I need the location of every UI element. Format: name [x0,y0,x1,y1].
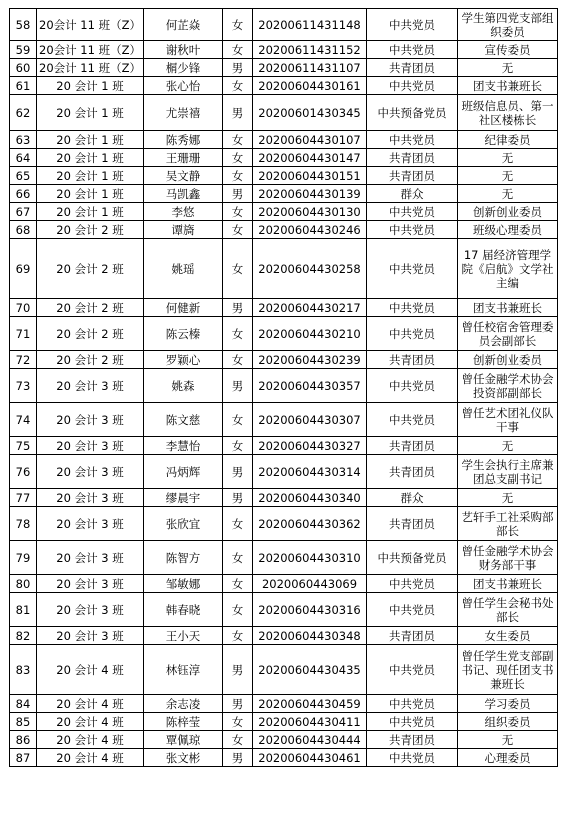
student-id: 20200604430130 [253,203,367,221]
student-id: 20200604430210 [253,317,367,351]
student-id: 20200604430107 [253,131,367,149]
role-cell: 创新创业委员 [458,203,558,221]
student-id: 20200611431148 [253,9,367,41]
student-name: 罗颖心 [144,351,223,369]
row-number: 67 [10,203,37,221]
row-number: 75 [10,437,37,455]
role-cell: 学生第四党支部组织委员 [458,9,558,41]
row-number: 79 [10,541,37,575]
row-number: 60 [10,59,37,77]
student-name: 缪晨宇 [144,489,223,507]
class-cell: 20 会计 2 班 [37,221,144,239]
class-cell: 20会计 11 班（Z） [37,41,144,59]
role-cell: 艺轩手工社采购部部长 [458,507,558,541]
student-name: 谢秋叶 [144,41,223,59]
role-cell: 团支书兼班长 [458,299,558,317]
student-id: 20200604430161 [253,77,367,95]
student-id: 20200601430345 [253,95,367,131]
political-status: 中共党员 [367,77,458,95]
gender-cell: 女 [223,131,253,149]
class-cell: 20 会计 1 班 [37,149,144,167]
row-number: 85 [10,713,37,731]
row-number: 70 [10,299,37,317]
role-cell: 无 [458,489,558,507]
role-cell: 创新创业委员 [458,351,558,369]
political-status: 共青团员 [367,149,458,167]
student-name: 邹敏娜 [144,575,223,593]
gender-cell: 女 [223,403,253,437]
table-row [10,185,558,203]
row-number: 61 [10,77,37,95]
political-status: 中共党员 [367,645,458,695]
row-number: 77 [10,489,37,507]
gender-cell: 女 [223,731,253,749]
row-number: 74 [10,403,37,437]
student-id: 20200604430411 [253,713,367,731]
student-name: 姚瑶 [144,239,223,299]
role-cell: 团支书兼班长 [458,77,558,95]
gender-cell: 女 [223,437,253,455]
student-id: 20200604430435 [253,645,367,695]
class-cell: 20 会计 2 班 [37,299,144,317]
political-status: 中共党员 [367,239,458,299]
student-id: 20200604430348 [253,627,367,645]
political-status: 中共党员 [367,221,458,239]
class-cell: 20 会计 3 班 [37,541,144,575]
row-number: 81 [10,593,37,627]
student-id: 20200604430217 [253,299,367,317]
table-row [10,369,558,403]
class-cell: 20 会计 1 班 [37,167,144,185]
table-row [10,131,558,149]
political-status: 群众 [367,489,458,507]
student-id: 20200611431152 [253,41,367,59]
role-cell: 纪律委员 [458,131,558,149]
table-row [10,221,558,239]
table-row [10,149,558,167]
role-cell: 组织委员 [458,713,558,731]
student-id: 20200604430151 [253,167,367,185]
table-row [10,695,558,713]
political-status: 中共党员 [367,203,458,221]
political-status: 中共党员 [367,299,458,317]
gender-cell: 女 [223,593,253,627]
gender-cell: 女 [223,203,253,221]
class-cell: 20 会计 4 班 [37,749,144,767]
gender-cell: 女 [223,507,253,541]
student-name: 陈梓莹 [144,713,223,731]
gender-cell: 男 [223,489,253,507]
table-row [10,167,558,185]
class-cell: 20 会计 2 班 [37,351,144,369]
table-row [10,299,558,317]
role-cell: 17 届经济管理学院《启航》文学社主编 [458,239,558,299]
table-row [10,59,558,77]
student-id: 20200604430314 [253,455,367,489]
class-cell: 20 会计 4 班 [37,645,144,695]
class-cell: 20 会计 1 班 [37,203,144,221]
table-row [10,575,558,593]
student-roster-table [9,8,558,767]
row-number: 64 [10,149,37,167]
row-number: 86 [10,731,37,749]
role-cell: 心理委员 [458,749,558,767]
row-number: 80 [10,575,37,593]
role-cell: 宣传委员 [458,41,558,59]
political-status: 共青团员 [367,167,458,185]
gender-cell: 女 [223,41,253,59]
class-cell: 20 会计 1 班 [37,131,144,149]
table-row [10,489,558,507]
gender-cell: 男 [223,749,253,767]
row-number: 58 [10,9,37,41]
student-id: 20200604430316 [253,593,367,627]
row-number: 71 [10,317,37,351]
class-cell: 20 会计 3 班 [37,575,144,593]
political-status: 中共党员 [367,713,458,731]
political-status: 共青团员 [367,351,458,369]
student-id: 20200604430246 [253,221,367,239]
student-name: 陈云榛 [144,317,223,351]
political-status: 中共党员 [367,593,458,627]
row-number: 83 [10,645,37,695]
student-id: 20200611431107 [253,59,367,77]
row-number: 69 [10,239,37,299]
row-number: 62 [10,95,37,131]
role-cell: 班级信息员、第一社区楼栋长 [458,95,558,131]
gender-cell: 男 [223,299,253,317]
row-number: 63 [10,131,37,149]
student-name: 何健新 [144,299,223,317]
gender-cell: 女 [223,713,253,731]
student-id: 20200604430327 [253,437,367,455]
student-name: 余志凌 [144,695,223,713]
row-number: 76 [10,455,37,489]
row-number: 65 [10,167,37,185]
student-name: 陈文慈 [144,403,223,437]
political-status: 共青团员 [367,627,458,645]
gender-cell: 男 [223,645,253,695]
gender-cell: 女 [223,221,253,239]
table-row [10,41,558,59]
table-row [10,239,558,299]
table-row [10,645,558,695]
role-cell: 曾任学生会秘书处部长 [458,593,558,627]
row-number: 72 [10,351,37,369]
role-cell: 无 [458,59,558,77]
table-row [10,317,558,351]
student-name: 覃佩琼 [144,731,223,749]
gender-cell: 男 [223,695,253,713]
political-status: 中共预备党员 [367,541,458,575]
gender-cell: 男 [223,59,253,77]
role-cell: 班级心理委员 [458,221,558,239]
student-id: 20200604430147 [253,149,367,167]
row-number: 84 [10,695,37,713]
political-status: 共青团员 [367,437,458,455]
class-cell: 20 会计 3 班 [37,403,144,437]
gender-cell: 男 [223,455,253,489]
role-cell: 曾任学生党支部副书记、现任团支书兼班长 [458,645,558,695]
student-name: 李慧怡 [144,437,223,455]
class-cell: 20 会计 1 班 [37,77,144,95]
gender-cell: 女 [223,575,253,593]
table-row [10,351,558,369]
student-name: 陈秀娜 [144,131,223,149]
student-name: 张欣宜 [144,507,223,541]
student-name: 王珊珊 [144,149,223,167]
table-row [10,95,558,131]
class-cell: 20会计 11 班（Z） [37,59,144,77]
class-cell: 20 会计 3 班 [37,437,144,455]
role-cell: 曾任金融学术协会财务部干事 [458,541,558,575]
student-name: 冯炳辉 [144,455,223,489]
row-number: 87 [10,749,37,767]
row-number: 59 [10,41,37,59]
table-row [10,455,558,489]
class-cell: 20 会计 2 班 [37,239,144,299]
role-cell: 无 [458,149,558,167]
political-status: 中共党员 [367,575,458,593]
student-id: 20200604430258 [253,239,367,299]
table-row [10,713,558,731]
student-id: 20200604430307 [253,403,367,437]
gender-cell: 女 [223,317,253,351]
student-name: 张心怡 [144,77,223,95]
political-status: 中共党员 [367,695,458,713]
student-id: 20200604430239 [253,351,367,369]
student-name: 李悠 [144,203,223,221]
student-name: 陈智方 [144,541,223,575]
role-cell: 无 [458,731,558,749]
gender-cell: 女 [223,77,253,95]
role-cell: 曾任金融学术协会投资部副部长 [458,369,558,403]
role-cell: 无 [458,185,558,203]
political-status: 共青团员 [367,59,458,77]
class-cell: 20 会计 3 班 [37,627,144,645]
student-id: 20200604430340 [253,489,367,507]
political-status: 中共党员 [367,131,458,149]
table-row [10,437,558,455]
row-number: 82 [10,627,37,645]
role-cell: 学习委员 [458,695,558,713]
student-name: 韩春晓 [144,593,223,627]
roster-body [10,9,558,767]
political-status: 中共党员 [367,403,458,437]
gender-cell: 女 [223,239,253,299]
table-row [10,731,558,749]
role-cell: 女生委员 [458,627,558,645]
table-row [10,749,558,767]
role-cell: 团支书兼班长 [458,575,558,593]
political-status: 中共党员 [367,369,458,403]
row-number: 66 [10,185,37,203]
role-cell: 曾任校宿舍管理委员会副部长 [458,317,558,351]
political-status: 中共党员 [367,749,458,767]
table-row [10,203,558,221]
class-cell: 20 会计 3 班 [37,489,144,507]
table-row [10,627,558,645]
student-id: 20200604430362 [253,507,367,541]
row-number: 73 [10,369,37,403]
row-number: 78 [10,507,37,541]
class-cell: 20 会计 3 班 [37,455,144,489]
class-cell: 20 会计 3 班 [37,369,144,403]
student-name: 榍少锋 [144,59,223,77]
student-id: 20200604430444 [253,731,367,749]
student-name: 吴文静 [144,167,223,185]
table-row [10,77,558,95]
gender-cell: 男 [223,185,253,203]
class-cell: 20会计 11 班（Z） [37,9,144,41]
table-row [10,541,558,575]
gender-cell: 女 [223,351,253,369]
row-number: 68 [10,221,37,239]
table-row [10,507,558,541]
student-id: 20200604430139 [253,185,367,203]
class-cell: 20 会计 4 班 [37,731,144,749]
student-name: 何芷焱 [144,9,223,41]
political-status: 中共党员 [367,41,458,59]
student-name: 姚森 [144,369,223,403]
student-id: 20200604430461 [253,749,367,767]
gender-cell: 女 [223,541,253,575]
class-cell: 20 会计 3 班 [37,593,144,627]
gender-cell: 男 [223,95,253,131]
student-name: 尤崇禧 [144,95,223,131]
student-name: 王小天 [144,627,223,645]
role-cell: 无 [458,167,558,185]
gender-cell: 女 [223,627,253,645]
class-cell: 20 会计 1 班 [37,185,144,203]
student-name: 张文彬 [144,749,223,767]
political-status: 中共预备党员 [367,95,458,131]
political-status: 共青团员 [367,731,458,749]
class-cell: 20 会计 4 班 [37,713,144,731]
gender-cell: 女 [223,167,253,185]
political-status: 中共党员 [367,9,458,41]
class-cell: 20 会计 3 班 [37,507,144,541]
class-cell: 20 会计 1 班 [37,95,144,131]
student-name: 林钰淳 [144,645,223,695]
political-status: 群众 [367,185,458,203]
gender-cell: 女 [223,9,253,41]
table-row [10,403,558,437]
role-cell: 曾任艺术团礼仪队干事 [458,403,558,437]
student-id: 20200604430310 [253,541,367,575]
gender-cell: 男 [223,369,253,403]
class-cell: 20 会计 4 班 [37,695,144,713]
student-id: 2020060443069 [253,575,367,593]
gender-cell: 女 [223,149,253,167]
role-cell: 学生会执行主席兼团总支副书记 [458,455,558,489]
student-id: 20200604430459 [253,695,367,713]
political-status: 中共党员 [367,317,458,351]
student-name: 马凯鑫 [144,185,223,203]
student-name: 谭旖 [144,221,223,239]
role-cell: 无 [458,437,558,455]
political-status: 共青团员 [367,507,458,541]
political-status: 共青团员 [367,455,458,489]
table-row [10,9,558,41]
class-cell: 20 会计 2 班 [37,317,144,351]
table-row [10,593,558,627]
student-id: 20200604430357 [253,369,367,403]
